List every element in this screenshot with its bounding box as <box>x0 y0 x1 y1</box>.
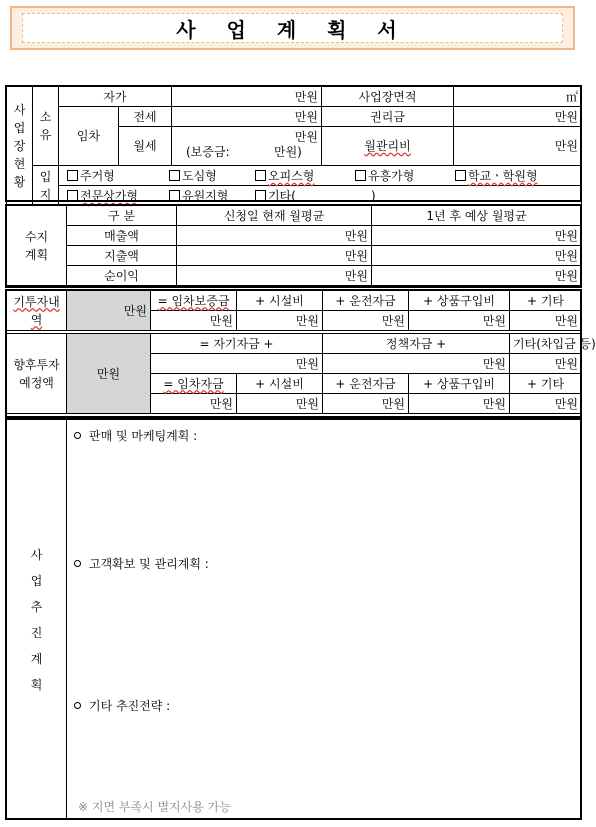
ownership-label: 소유 <box>33 87 59 166</box>
prior-item-operating: + 운전자금 <box>323 291 409 311</box>
checkbox-specialty[interactable]: 전문상가형 <box>67 189 138 203</box>
deposit-label: (보증금: <box>186 145 230 159</box>
future-lease-field[interactable]: 만원 <box>151 394 237 414</box>
row-sales-label: 매출액 <box>67 226 177 246</box>
deposit-unit: 만원) <box>274 145 302 159</box>
prior-item-deposit: = 임차보증금 <box>151 291 237 311</box>
wolse-unit: 만원 <box>294 130 318 144</box>
checkbox-residential[interactable]: 주거형 <box>67 169 115 183</box>
other-close-paren: ) <box>371 189 376 203</box>
plan-marketing: 판매 및 마케팅계획 : <box>74 427 197 444</box>
prior-operating-field[interactable]: 만원 <box>323 311 409 331</box>
row-profit-label: 순이익 <box>67 266 177 286</box>
title-frame <box>10 6 575 50</box>
checkbox-resort[interactable]: 유원지형 <box>169 189 228 203</box>
prior-investment-label: 기투자내역 <box>7 291 67 331</box>
expense-current-field[interactable]: 만원 <box>177 246 372 266</box>
sales-current-field[interactable]: 만원 <box>177 226 372 246</box>
future-source-self: = 자기자금 + <box>151 334 323 354</box>
future-policy-field[interactable]: 만원 <box>323 354 510 374</box>
future-other-source-field[interactable]: 만원 <box>510 354 582 374</box>
future-source-other: 기타(차입금 등) <box>510 334 582 354</box>
profit-current-field[interactable]: 만원 <box>177 266 372 286</box>
future-item-other: + 기타 <box>510 374 582 394</box>
prior-item-goods: + 상품구입비 <box>409 291 510 311</box>
lease-label: 임차 <box>59 107 119 166</box>
premium-field[interactable]: 만원 <box>454 107 582 127</box>
future-other-field[interactable]: 만원 <box>510 394 582 414</box>
prior-item-other: + 기타 <box>510 291 582 311</box>
future-item-lease: = 임차자금 <box>151 374 237 394</box>
page-note: ※ 지면 부족시 별지사용 가능 <box>78 800 231 814</box>
sales-future-field[interactable]: 만원 <box>372 226 582 246</box>
col-category: 구 분 <box>67 206 177 226</box>
title-inner <box>22 13 563 43</box>
checkbox-downtown[interactable]: 도심형 <box>169 169 217 183</box>
plan-strategy: 기타 추진전략 : <box>74 697 170 714</box>
future-source-policy: 정책자금 + <box>323 334 510 354</box>
col-future: 1년 후 예상 월평균 <box>372 206 582 226</box>
future-item-operating: + 운전자금 <box>323 374 409 394</box>
prior-goods-field[interactable]: 만원 <box>409 311 510 331</box>
jeonse-field[interactable]: 만원 <box>172 107 322 127</box>
frame-revenue-plan <box>5 204 582 288</box>
frame-business-status <box>5 85 582 202</box>
future-goods-field[interactable]: 만원 <box>409 394 510 414</box>
col-current: 신청일 현재 월평균 <box>177 206 372 226</box>
location-label: 입지 <box>33 166 59 206</box>
prior-deposit-field[interactable]: 만원 <box>151 311 237 331</box>
future-investment-label: 향후투자예정액 <box>7 334 67 414</box>
checkbox-entertainment[interactable]: 유흥가형 <box>355 169 414 183</box>
mgmt-fee-field[interactable]: 만원 <box>454 127 582 166</box>
checkbox-other[interactable]: 기타( <box>255 189 296 203</box>
future-self-field[interactable]: 만원 <box>151 354 323 374</box>
checkbox-school[interactable]: 학교ㆍ학원형 <box>455 169 538 183</box>
future-operating-field[interactable]: 만원 <box>323 394 409 414</box>
row-expense-label: 지출액 <box>67 246 177 266</box>
frame-promotion-plan <box>5 418 582 820</box>
frame-investment <box>5 289 582 418</box>
jeonse-label: 전세 <box>119 107 172 127</box>
area-field[interactable]: ㎡ <box>454 87 582 107</box>
premium-label: 권리금 <box>322 107 454 127</box>
business-status-label: 사업장현황 <box>7 87 33 206</box>
self-owned-label: 자가 <box>59 87 172 107</box>
page-title: 사 업 계 획 서 <box>176 17 409 42</box>
mgmt-fee-label: 월관리비 <box>322 127 454 166</box>
future-total-field[interactable]: 만원 <box>67 334 151 414</box>
checkbox-office[interactable]: 오피스형 <box>255 169 314 183</box>
prior-facility-field[interactable]: 만원 <box>237 311 323 331</box>
expense-future-field[interactable]: 만원 <box>372 246 582 266</box>
revenue-plan-label: 수지계획 <box>7 206 67 286</box>
future-item-goods: + 상품구입비 <box>409 374 510 394</box>
self-owned-field[interactable]: 만원 <box>172 87 322 107</box>
plan-customer: 고객확보 및 관리계획 : <box>74 555 209 572</box>
future-facility-field[interactable]: 만원 <box>237 394 323 414</box>
prior-other-field[interactable]: 만원 <box>510 311 582 331</box>
prior-total-field[interactable]: 만원 <box>67 291 151 331</box>
wolse-label: 월세 <box>119 127 172 166</box>
profit-future-field[interactable]: 만원 <box>372 266 582 286</box>
prior-item-facility: + 시설비 <box>237 291 323 311</box>
promotion-plan-label: 사업추진계획 <box>7 420 67 820</box>
area-label: 사업장면적 <box>322 87 454 107</box>
future-item-facility: + 시설비 <box>237 374 323 394</box>
